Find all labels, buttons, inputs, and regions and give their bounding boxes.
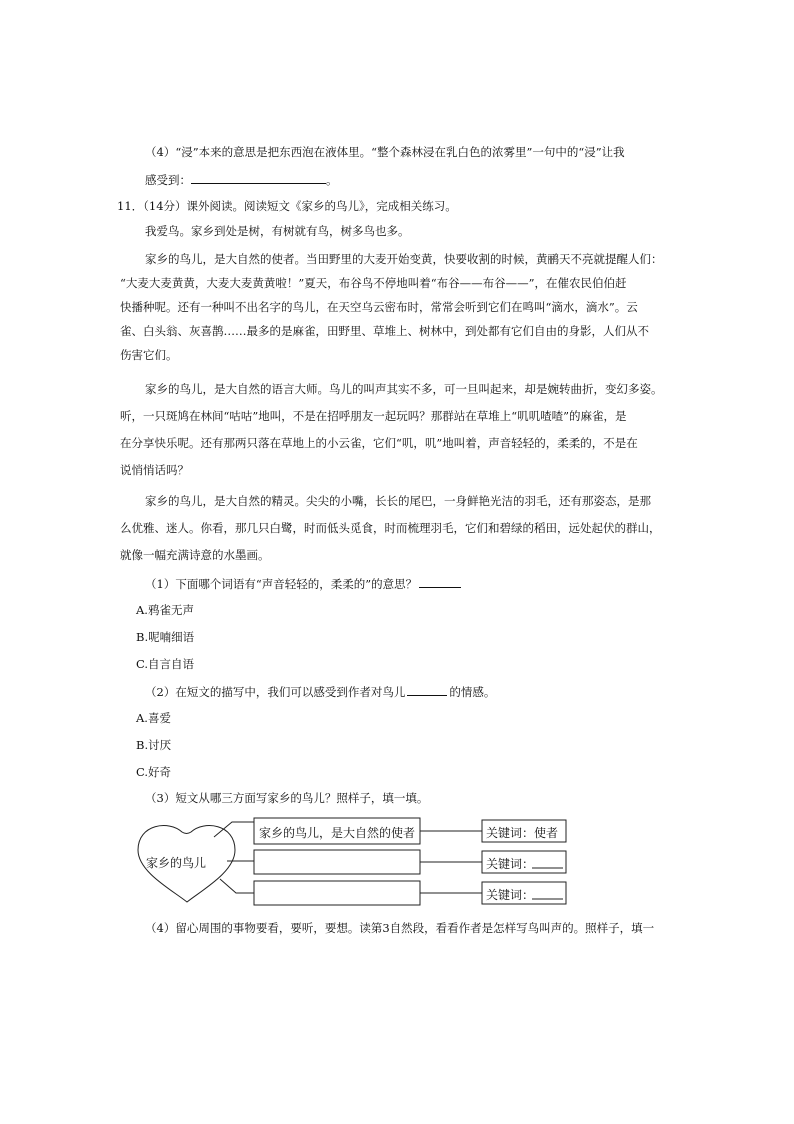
subq2-option-c[interactable]: C.好奇 (136, 765, 172, 779)
subq2-stem (145, 683, 495, 700)
passage-p3-line: 说悄悄话吗？ (120, 463, 189, 477)
subq1-option-a[interactable]: A.鸦雀无声 (136, 603, 194, 617)
heart-label: 家乡的鸟儿 (146, 856, 207, 870)
subq2-option-b[interactable]: B.讨厌 (136, 738, 172, 752)
subq1-option-b[interactable]: B.呢喃细语 (136, 630, 195, 644)
passage-p4-line: 就像一幅充满诗意的水墨画。 (120, 548, 270, 562)
subq2-answer-blank[interactable] (407, 683, 447, 696)
subq1-stem-text: （1）下面哪个词语有“声音轻轻的，柔柔的”的意思？ (145, 577, 418, 591)
subq2-option-a[interactable]: A.喜爱 (136, 711, 171, 725)
passage-p3-line: 听，一只斑鸠在林间“咕咕”地叫，不是在招呼朋友一起玩吗？那群站在草堆上“叽叽喳喳”的麻雀，是 (120, 409, 627, 423)
passage-p2-line: 伤害它们。 (120, 348, 178, 362)
subq4-stem: （4）留心周围的事物要看，要听，要想。读第3自然段，看看作者是怎样写鸟叫声的。照样子，填一 (145, 921, 655, 935)
connector-heart-row1 (214, 822, 254, 837)
row1-keyword: 关键词：使者 (486, 826, 559, 840)
subq3-stem: （3）短文从哪三方面写家乡的鸟儿？照样子，填一填。 (145, 791, 429, 805)
row3-keyword-label: 关键词： (486, 888, 535, 902)
prev-q4-prefix: 感受到： (145, 173, 191, 187)
subq1-stem (145, 575, 461, 592)
passage-p4-line: 么优雅、迷人。你看，那几只白鹭，时而低头觅食，时而梳理羽毛，它们和碧绿的稻田，远处起伏的群山， (120, 521, 661, 535)
subq1-answer-blank[interactable] (419, 575, 461, 588)
prev-q4-answer-blank[interactable] (191, 171, 326, 184)
passage-p2-line: 家乡的鸟儿，是大自然的使者。当田野里的大麦开始变黄，快要收割的时候，黄鹂天不亮就提醒人们： (145, 252, 663, 266)
subq2-stem-prefix: （2）在短文的描写中，我们可以感受到作者对鸟儿 (145, 685, 406, 699)
passage-p2-line: “大麦大麦黄黄，大麦大麦黄黄啦！”夏天，布谷鸟不停地叫着“布谷——布谷——”，在催农民伯伯赶 (120, 276, 627, 290)
passage-p2-line: 雀、白头翁、灰喜鹊……最多的是麻雀，田野里、草堆上、树林中，到处都有它们自由的身影，人们从不 (120, 324, 649, 338)
prev-q4-line2 (145, 171, 338, 188)
row3-answer-box[interactable] (256, 883, 418, 903)
passage-p2-line: 快播种呢。还有一种叫不出名字的鸟儿，在天空乌云密布时，常常会听到它们在鸣叫“滴水，滴水”。云 (120, 300, 638, 314)
subq2-stem-suffix: 的情感。 (449, 685, 496, 699)
passage-p3-line: 在分享快乐呢。还有那两只落在草地上的小云雀，它们“叽，叽”地叫着，声音轻轻的，柔柔的，不是在 (120, 436, 638, 450)
prev-q4-suffix: 。 (326, 173, 338, 187)
connector-heart-row3 (220, 879, 254, 893)
passage-paragraph-1: 我爱鸟。家乡到处是树，有树就有鸟，树多鸟也多。 (145, 224, 410, 238)
row2-answer-box[interactable] (256, 852, 418, 872)
prev-q4-line1: （4）“浸”本来的意思是把东西泡在液体里。“整个森林浸在乳白色的浓雾里”一句中的“浸”让我 (145, 145, 625, 159)
subq1-option-c[interactable]: C.自言自语 (136, 657, 195, 671)
row2-keyword-label: 关键词： (486, 857, 535, 871)
row1-text: 家乡的鸟儿，是大自然的使者 (259, 826, 416, 840)
birds-aspects-diagram (132, 812, 572, 912)
passage-p4-line: 家乡的鸟儿，是大自然的精灵。尖尖的小嘴，长长的尾巴，一身鲜艳光洁的羽毛，还有那姿态，是那 (145, 494, 651, 508)
passage-p3-line: 家乡的鸟儿，是大自然的语言大师。鸟儿的叫声其实不多，可一旦叫起来，却是婉转曲折，变幻多姿。 (145, 382, 663, 396)
question-11-header: 11．（14分）课外阅读。阅读短文《家乡的鸟儿》，完成相关练习。 (117, 199, 457, 213)
